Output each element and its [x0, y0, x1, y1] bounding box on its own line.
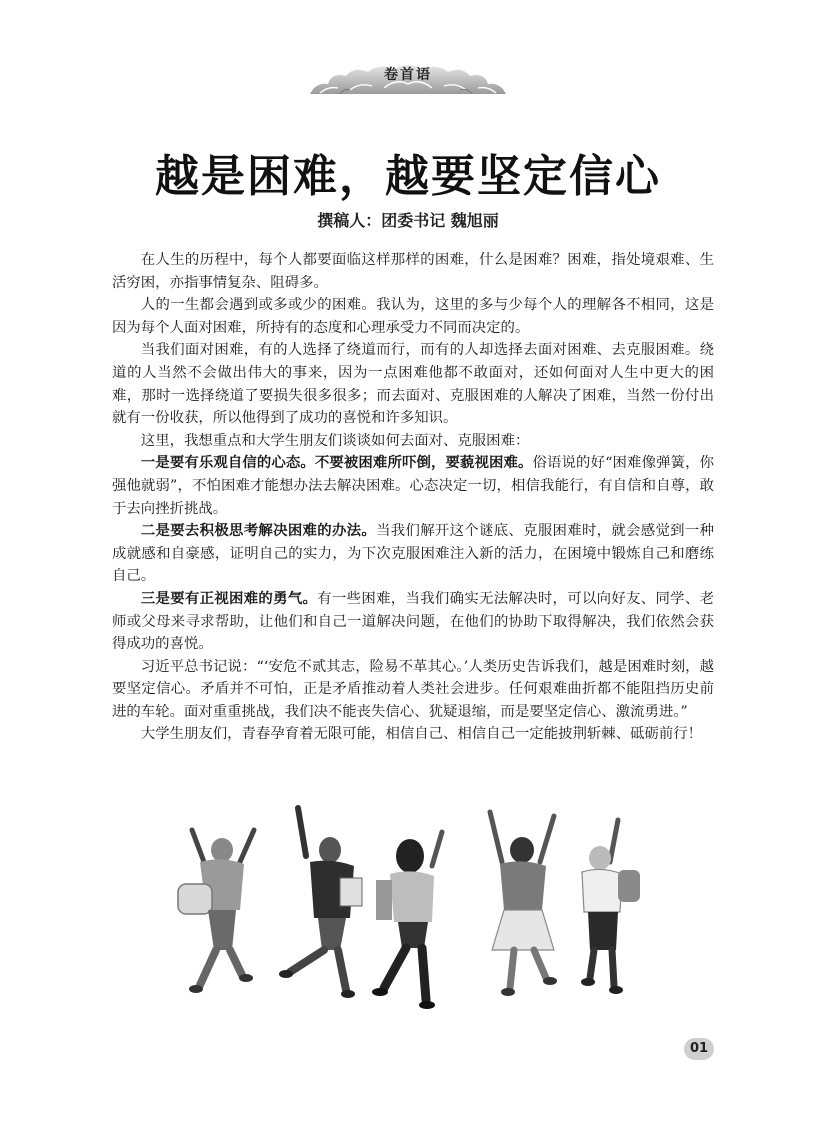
jumping-students-illustration — [170, 800, 660, 1015]
student-figure — [581, 820, 640, 994]
paragraph-text: 这里，我想重点和大学生朋友们谈谈如何去面对、克服困难： — [140, 432, 530, 449]
paragraph-text: 有一些困难，当我们确实无法解决时，可以向好友、同学、老师或父母来寻求帮助，让他们和自己一道解决问题，在他们的协助下取得解决，我们依然会获得成功的喜悦。 — [112, 590, 714, 653]
paragraph-text: 当我们解开这个谜底、克服困难时，就会感觉到一种成就感和自豪感，证明自己的实力，为下次克服困难注入新的活力，在困境中锻炼自己和磨练自己。 — [112, 523, 714, 585]
paragraph-text: 习近平总书记说：“‘安危不贰其志，险易不革其心。’人类历史告诉我们，越是困难时刻，越要坚定信心。矛盾并不可怕，正是矛盾推动着人类社会进步。任何艰难曲折都不能阻挡历史前进的车轮。面对重重挑战，我们决不能丧失信心、犹疑退缩，而是要坚定信心、激流勇进。” — [112, 658, 714, 720]
section-label: 卷首语 — [384, 67, 432, 83]
page-title: 越是困难，越要坚定信心 — [155, 151, 661, 202]
header-banner — [310, 60, 506, 94]
student-figure — [178, 830, 254, 993]
paragraph — [112, 249, 714, 294]
paragraph — [112, 723, 714, 746]
paragraph-text: 人的一生都会遇到或多或少的困难。我认为，这里的多与少每个人的理解各不相同，这是因为每个人面对困难，所持有的态度和心理承受力不同而决定的。 — [112, 297, 714, 336]
point-heading: 三是要有正视困难的勇气。 — [140, 590, 318, 607]
student-figure — [279, 808, 362, 998]
author-line: 撰稿人：团委书记 魏旭丽 — [317, 211, 499, 230]
student-figure — [490, 812, 557, 996]
paragraph — [112, 339, 714, 429]
paragraph-text: 在人生的历程中，每个人都要面临这样那样的困难，什么是困难？困难，指处境艰难、生活穷困，亦指事情复杂、阻碍多。 — [112, 252, 714, 291]
paragraph — [112, 656, 714, 724]
paragraph-text: 大学生朋友们，青春孕育着无限可能，相信自己、相信自己一定能披荆斩棘、砥砺前行！ — [140, 726, 703, 743]
paragraph — [112, 452, 714, 520]
point-heading: 一是要有乐观自信的心态。不要被困难所吓倒，要藐视困难。 — [140, 455, 533, 472]
student-figure — [372, 832, 442, 1009]
paragraph-text: 当我们面对困难，有的人选择了绕道而行，而有的人却选择去面对困难、去克服困难。绕道的人当然不会做出伟大的事来，因为一点困难他都不敢面对，还如何面对人生中更大的困难，那时一选择绕道了要损失很多很多；而去面对、克服困难的人解决了困难，当然一份付出就有一份收获，所以他得到了成功的喜悦和许多知识。 — [112, 342, 714, 427]
page-number: 01 — [684, 1038, 714, 1060]
paragraph-text: 俗语说的好“困难像弹簧，你强他就弱”，不怕困难才能想办法去解决困难。心态决定一切，相信我能行，有自信和自尊，敢于去向挫折挑战。 — [112, 455, 714, 517]
paragraph — [112, 520, 714, 588]
point-heading: 二是要去积极思考解决困难的办法。 — [140, 523, 377, 540]
paragraph — [112, 294, 714, 339]
article-body — [112, 249, 714, 746]
paragraph — [112, 588, 714, 656]
paragraph — [112, 430, 714, 453]
